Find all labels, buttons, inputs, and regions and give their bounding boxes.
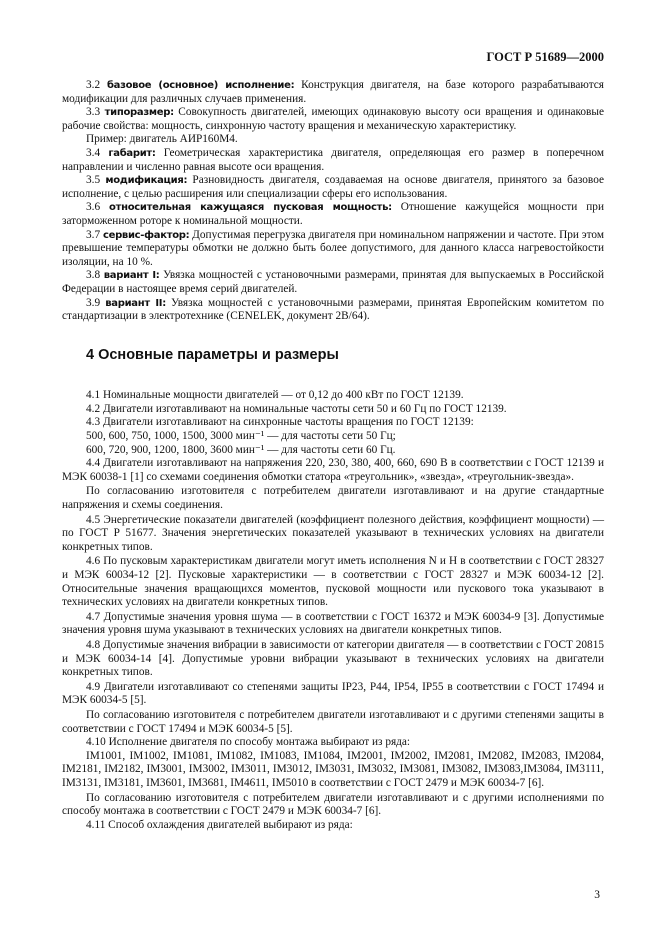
paragraph: 4.4 Двигатели изготавливают на напряжения 220, 230, 380, 400, 660, 690 В в соответствии с ГОСТ 12139 и МЭК 60038-1 [1] со схемами соединения обмотки статора «треугольник», «звезда», «треугольник-звезда». (62, 457, 604, 483)
paragraph: По согласованию изготовителя с потребителем двигатели изготавливают и с другими степенями защиты в соответствии с ГОСТ 17494 и МЭК 60034-5 [5]. (62, 708, 604, 735)
definition-3-4: 3.4 габарит: Геометрическая характеристика двигателя, определяющая его размер в поперечном направлении и численно равная высоте оси вращения. (62, 146, 605, 173)
term: сервис-фактор: (102, 229, 190, 241)
paragraph: 4.2 Двигатели изготавливают на номинальные частоты сети 50 и 60 Гц по ГОСТ 12139. (86, 402, 507, 415)
paragraph: 4.5 Энергетические показатели двигателей (коэффициент полезного действия, коэффициент мощности) — по ГОСТ Р 51677. Значения энергетических показателей указывают в технических условиях на двигатели конкретных типов. (62, 513, 604, 553)
term: габарит: (108, 147, 156, 159)
definition-3-9: 3.9 вариант II: Увязка мощностей с установочными размерами, принятая Европейским комитетом по стандартизации в электротехнике (CENELEK, документ 2B/64). (62, 296, 604, 323)
paragraph: 4.6 По пусковым характеристикам двигатели могут иметь исполнения N и H в соответствии с ГОСТ 28327 и МЭК 60034-12 [2]. Пусковые характеристики — в соответствии с ГОСТ 28327 и МЭК 60034-12 [2]. Относительные значения вращающихся моментов, пусковой мощности или пускового тока указывают в технических условиях на двигатели конкретных типов. (62, 555, 604, 609)
paragraph: 4.3 Двигатели изготавливают на синхронные частоты вращения по ГОСТ 12139: (86, 416, 474, 429)
paragraph: 4.7 Допустимые значения уровня шума — в соответствии с ГОСТ 16372 и МЭК 60034-9 [3]. Допустимые значения уровня шума указывают в технических условиях на двигатели конкретных типов. (62, 610, 604, 637)
paragraph: По согласованию изготовителя с потребителем двигатели изготавливают и на другие стандартные напряжения и схемы соединения. (62, 485, 604, 512)
paragraph: 4.10 Исполнение двигателя по способу монтажа выбирают из ряда: (86, 736, 411, 749)
definition-3-3: 3.3 типоразмер: Совокупность двигателей, имеющих одинаковую высоту оси вращения и одинаковые рабочие свойства: мощность, синхронную частоту вращения и механическую характеристику. (62, 106, 605, 132)
term: модификация: (105, 175, 188, 187)
term: вариант II: (105, 297, 166, 309)
document-header: ГОСТ Р 51689—2000 (486, 50, 604, 64)
paragraph: 600, 720, 900, 1200, 1800, 3600 мин⁻¹ — для частоты сети 60 Гц. (86, 443, 396, 456)
definition-3-7: 3.7 сервис-фактор: Допустимая перегрузка двигателя при номинальном напряжении и частоте. При этом превышение температуры обмотки не должно быть более допустимого, для данного класса нагревостойкости изоляции, на 10 %. (62, 228, 605, 268)
paragraph: По согласованию изготовителя с потребителем двигатели изготавливают и с другими исполнениями по способу монтажа в соответствии с ГОСТ 2479 и МЭК 60034-7 [6]. (62, 791, 604, 818)
term: базовое (основное) исполнение: (106, 80, 295, 91)
term: типоразмер: (104, 107, 174, 119)
paragraph: 500, 600, 750, 1000, 1500, 3000 мин⁻¹ — для частоты сети 50 Гц; (86, 430, 396, 443)
paragraph: 4.11 Способ охлаждения двигателей выбирают из ряда: (86, 818, 353, 831)
paragraph: 4.9 Двигатели изготавливают со степенями защиты IP23, P44, IP54, IP55 в соответствии с ГОСТ 17494 и МЭК 60034-5 [5]. (62, 680, 604, 707)
definition-3-5: 3.5 модификация: Разновидность двигателя, создаваемая на основе двигателя, принятого за базовое исполнение, с целью расширения или специализации сферы его использования. (62, 174, 604, 200)
paragraph: 4.8 Допустимые значения вибрации в зависимости от категории двигателя — в соответствии с ГОСТ 20815 и МЭК 60034-14 [4]. Допустимые уровни вибрации указывают в технических условиях на двигатели конкретных типов. (62, 638, 604, 679)
page-number: 3 (594, 889, 600, 901)
term: относительная кажущаяся пусковая мощность: (109, 202, 392, 214)
definition-3-6: 3.6 относительная кажущаяся пусковая мощность: Отношение кажущейся мощности при заторможенном роторе к номинальной мощности. (62, 201, 604, 227)
definition-3-8: 3.8 вариант I: Увязка мощностей с установочными размерами, принятая для выпускаемых в Российской Федерации в настоящее время серий двигателей. (62, 269, 604, 295)
document-body (62, 79, 604, 832)
term: вариант I: (103, 270, 160, 282)
section-heading: 4 Основные параметры и размеры (86, 346, 339, 363)
definition-3-2: 3.2 базовое (основное) исполнение: Конструкция двигателя, на базе которого разрабатываются модификации для различных случаев применения. (62, 79, 604, 105)
example-line: Пример: двигатель АИР160М4. (86, 133, 238, 146)
paragraph: IM1001, IM1002, IM1081, IM1082, IM1083, IM1084, IM2001, IM2002, IM2081, IM2082, IM2083, IM2084, IM2181, IM2182, IM3001, IM3002, IM3011, IM3012, IM3031, IM3032, IM3081, IM3082, IM3083,IM3084, IM3111, IM3131, IM3181, IM3601, IM3681, IM4611, IM5010 в соответствии с ГОСТ 2479 и МЭК 60034-7 [6]. (62, 749, 604, 789)
paragraph: 4.1 Номинальные мощности двигателей — от 0,12 до 400 кВт по ГОСТ 12139. (86, 389, 464, 402)
